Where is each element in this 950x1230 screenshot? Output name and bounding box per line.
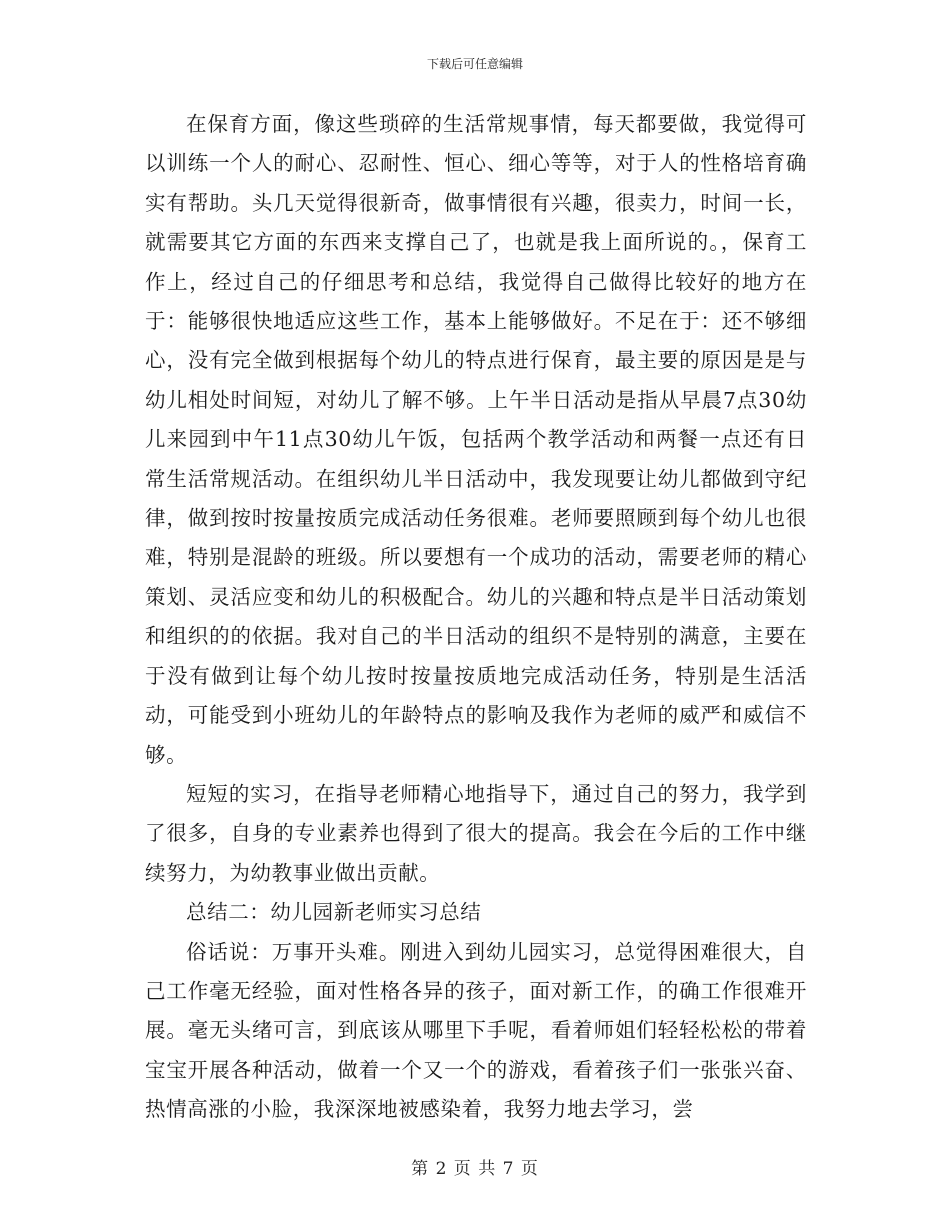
document-body <box>145 105 807 1130</box>
page-header-note: 下载后可任意编辑 <box>426 57 523 71</box>
paragraph-internship-conclusion: 短短的实习，在指导老师精心地指导下，通过自己的努力，我学到了很多，自身的专业素养也得到了很大的提高。我会在今后的工作中继续努力，为幼教事业做出贡献。 <box>145 781 807 885</box>
page-number-footer: 第 2 页 共 7 页 <box>411 1159 539 1179</box>
paragraph-childcare-reflection: 在保育方面，像这些琐碎的生活常规事情，每天都要做，我觉得可以训练一个人的耐心、忍耐性、恒心、细心等等，对于人的性格培育确实有帮助。头几天觉得很新奇，做事情很有兴趣，很卖力，时间一长，就需要其它方面的东西来支撑自己了，也就是我上面所说的。，保育工作上，经过自己的仔细思考和总结，我觉得自己做得比较好的地方在于：能够很快地适应这些工作，基本上能够做好。不足在于：还不够细心，没有完全做到根据每个幼儿的特点进行保育，最主要的原因是是与幼儿相处时间短，对幼儿了解不够。上午半日活动是指从早晨7点30幼儿来园到中午11点30幼儿午饭，包括两个教学活动和两餐一点还有日常生活常规活动。在组织幼儿半日活动中，我发现要让幼儿都做到守纪律，做到按时按量按质完成活动任务很难。老师要照顾到每个幼儿也很难，特别是混龄的班级。所以要想有一个成功的活动，需要老师的精心策划、灵活应变和幼儿的积极配合。幼儿的兴趣和特点是半日活动策划和组织的的依据。我对自己的半日活动的组织不是特别的满意，主要在于没有做到让每个幼儿按时按量按质地完成活动任务，特别是生活活动，可能受到小班幼儿的年龄特点的影响及我作为老师的威严和威信不够。 <box>145 112 807 767</box>
section-heading-summary-two: 总结二：幼儿园新老师实习总结 <box>186 900 482 925</box>
paragraph-new-teacher-beginning: 俗话说：万事开头难。刚进入到幼儿园实习，总觉得困难很大，自己工作毫无经验，面对性格各异的孩子，面对新工作，的确工作很难开展。毫无头绪可言，到底该从哪里下手呢，看着师姐们轻轻松松的带着宝宝开展各种活动，做着一个又一个的游戏，看着孩子们一张张兴奋、热情高涨的小脸，我深深地被感染着，我努力地去学习，尝 <box>145 939 807 1122</box>
